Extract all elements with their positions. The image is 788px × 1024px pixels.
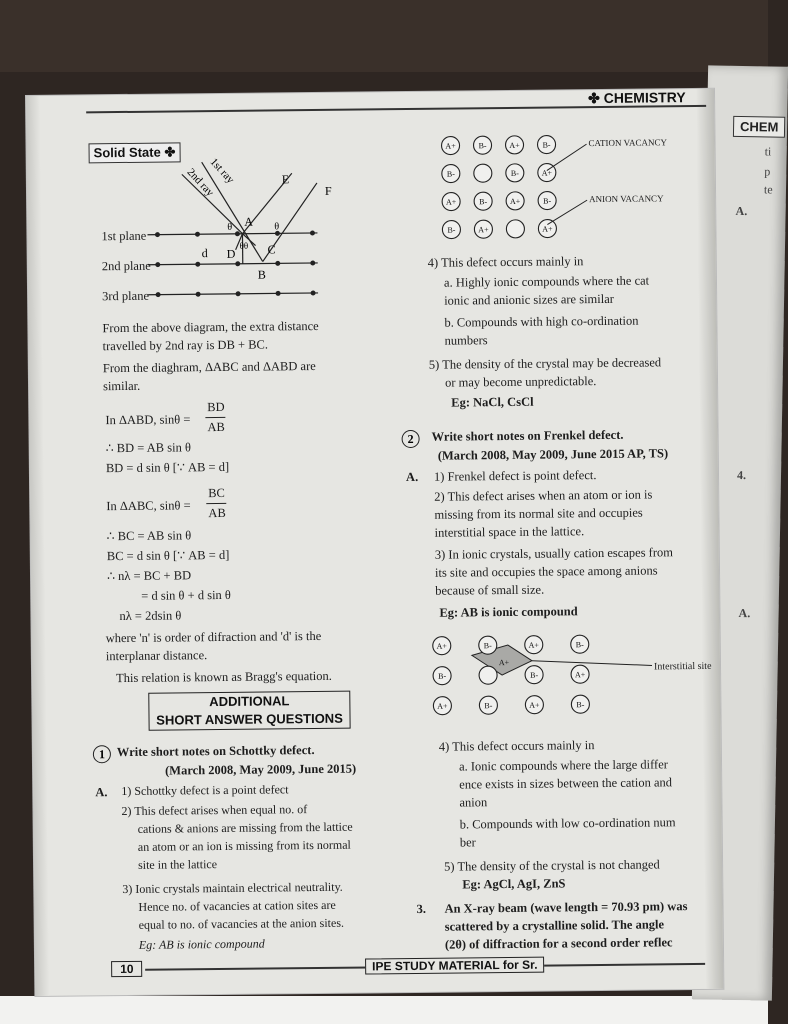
subject-label: CHEMISTRY	[603, 89, 686, 106]
diagram-ray-label: 1st ray	[207, 155, 237, 186]
section-box-line: ADDITIONAL	[209, 693, 290, 710]
answer-point: cations & anions are missing from the lattice	[137, 819, 353, 836]
answer-point: anion	[459, 795, 488, 810]
answer-point: b. Compounds with low co-ordination num	[459, 815, 676, 832]
vacancy-circle	[479, 666, 497, 684]
paragraph: similar.	[102, 378, 141, 394]
answer-label: A.	[405, 469, 419, 485]
pointer-line	[532, 659, 652, 666]
chapter-title: Solid State ✤	[88, 142, 180, 163]
anion-vacancy-label: ANION VACANCY	[589, 193, 664, 205]
ion-label: A+	[529, 700, 540, 710]
ion-label: B-	[484, 701, 493, 711]
question-text: An X-ray beam (wave length = 70.93 pm) was	[444, 899, 688, 916]
equation: BD = d sin θ [∵ AB = d]	[105, 459, 230, 476]
paragraph: From the above diagram, the extra distance	[102, 318, 319, 336]
answer-example: Eg: AB is ionic compound	[439, 604, 578, 620]
question-title: Write short notes on Schottky defect.	[116, 743, 315, 760]
answer-point: b. Compounds with high co-ordination	[444, 313, 639, 330]
answer-point: a. Ionic compounds where the large differ	[458, 757, 668, 774]
answer-point: Hence no. of vacancies at cation sites are	[138, 897, 336, 914]
answer-example: Eg: NaCl, CsCl	[451, 394, 534, 410]
ion-label: B-	[530, 670, 539, 680]
paragraph: travelled by 2nd ray is DB + BC.	[102, 337, 269, 354]
next-page-fragment: p	[764, 164, 771, 179]
fraction-numerator: BD	[207, 399, 225, 415]
answer-point: equal to no. of vacancies at the anion sites.	[138, 915, 345, 932]
next-page-fragment: A.	[735, 203, 748, 219]
paragraph: This relation is known as Bragg's equation.	[116, 668, 332, 686]
textbook-page	[26, 89, 723, 996]
diagram-label: F	[324, 183, 332, 198]
answer-example: Eg: AB is ionic compound	[138, 936, 265, 952]
ion-label: A+	[478, 225, 489, 235]
subject-title: ✤ CHEMISTRY	[587, 89, 686, 107]
answer-point: numbers	[444, 333, 488, 348]
question-years: (March 2008, May 2009, June 2015)	[164, 761, 357, 778]
equation: = d sin θ + d sin θ	[141, 587, 231, 603]
question-years: (March 2008, May 2009, June 2015 AP, TS)	[437, 446, 669, 463]
cation-vacancy-label: CATION VACANCY	[588, 137, 668, 149]
answer-point: or may become unpredictable.	[444, 374, 597, 390]
interstitial-ion-label: A+	[498, 657, 510, 668]
answer-point: 1) Frenkel defect is point defect.	[433, 468, 597, 484]
answer-point: 2) This defect arises when equal no. of	[121, 802, 308, 819]
answer-point: 1) Schottky defect is a point defect	[121, 782, 289, 799]
ion-label: A+	[509, 140, 520, 150]
next-page-fragment: ti	[764, 144, 772, 159]
equation: In ΔABD, sinθ =	[105, 412, 191, 428]
plane-label: 2nd plane	[101, 258, 151, 274]
next-page-fragment: te	[763, 182, 773, 197]
answer-point: its site and occupies the space among anions	[434, 563, 658, 580]
background-bottom	[0, 996, 768, 1024]
vacancy-circle	[474, 164, 492, 182]
ion-label: A+	[445, 141, 456, 151]
diagram-label: B	[257, 267, 266, 282]
ion-label: B-	[478, 141, 487, 151]
equation: ∴ nλ = BC + BD	[106, 568, 192, 584]
answer-example: Eg: AgCl, AgI, ZnS	[462, 876, 566, 892]
diagram-label: A	[244, 214, 254, 229]
ion-label: A+	[445, 197, 457, 207]
answer-point: interstitial space in the lattice.	[434, 524, 585, 540]
paragraph: From the diaghram, ΔABC and ΔABD are	[102, 358, 316, 376]
ion-label: A+	[437, 701, 448, 711]
answer-point: 3) In ionic crystals, usually cation escapes from	[434, 545, 674, 562]
plane-label: 1st plane	[101, 228, 147, 244]
question-title: Write short notes on Frenkel defect.	[431, 427, 624, 444]
diagram-label: D	[226, 246, 236, 261]
schottky-lattice-diagram	[436, 129, 707, 252]
question-number: 1	[93, 745, 111, 763]
fraction-numerator: BC	[208, 485, 225, 501]
vacancy-circle	[506, 220, 524, 238]
fraction-denominator: AB	[208, 505, 226, 521]
diagram-label: C	[267, 242, 276, 257]
answer-label: A.	[95, 785, 108, 800]
diagram-label: d	[201, 246, 208, 261]
ion-label: A+	[528, 640, 539, 650]
ion-label: B-	[446, 169, 455, 179]
page-edge-shade	[26, 96, 49, 996]
question-text: scattered by a crystalline solid. The angle	[444, 917, 665, 934]
background-top	[0, 0, 768, 72]
diagram-ray-label: 2nd ray	[184, 166, 216, 199]
ion-label: A+	[436, 641, 447, 651]
diagram-label: θ	[227, 221, 233, 233]
ion-label: A+	[542, 224, 553, 234]
ion-label: B-	[542, 140, 551, 150]
fraction-denominator: AB	[207, 419, 225, 435]
answer-point: 4) This defect occurs mainly in	[427, 254, 584, 270]
answer-point: 3) Ionic crystals maintain electrical neutrality.	[122, 879, 343, 897]
section-box-line: SHORT ANSWER QUESTIONS	[156, 710, 343, 728]
equation: nλ = 2dsin θ	[119, 608, 182, 624]
equation: ∴ BD = AB sin θ	[105, 440, 192, 456]
paragraph: where 'n' is order of difraction and 'd' is the	[105, 628, 322, 646]
next-page-fragment: A.	[738, 605, 751, 621]
footer-title: IPE STUDY MATERIAL for Sr.	[365, 957, 545, 975]
ion-label: B-	[576, 700, 585, 710]
equation: BC = d sin θ [∵ AB = d]	[106, 547, 230, 564]
ion-label: A+	[541, 168, 553, 178]
ion-label: B-	[479, 197, 488, 207]
answer-point: ionic and anionic sizes are similar	[444, 291, 614, 308]
paragraph: interplanar distance.	[105, 648, 208, 664]
ion-label: B-	[483, 641, 492, 651]
answer-point: 2) This defect arises when an atom or ion is	[434, 487, 653, 504]
ion-label: A+	[509, 196, 521, 206]
equation: ∴ BC = AB sin θ	[106, 528, 192, 544]
page-number: 10	[111, 961, 143, 977]
answer-point: because of small size.	[435, 582, 545, 598]
answer-point: 4) This defect occurs mainly in	[438, 738, 595, 754]
chapter-label: Solid State	[93, 144, 161, 161]
answer-point: site in the lattice	[137, 857, 218, 872]
question-text: (2θ) of diffraction for a second order reflec	[444, 935, 673, 952]
answer-point: a. Highly ionic compounds where the cat	[443, 273, 650, 290]
interstitial-site-label: Interstitial site	[653, 660, 712, 673]
answer-point: ence exists in sizes between the cation and	[459, 775, 673, 792]
answer-point: ber	[459, 835, 476, 850]
next-page-fragment: 4.	[736, 467, 747, 483]
ion-label: A+	[574, 670, 586, 680]
ion-label: B-	[447, 225, 456, 235]
equation: In ΔABC, sinθ =	[106, 498, 191, 514]
answer-point: missing from its normal site and occupies	[434, 505, 643, 522]
answer-point: an atom or an ion is missing from its normal	[137, 837, 351, 854]
diagram-label: θ	[274, 221, 280, 233]
answer-point: 5) The density of the crystal may be decreased	[428, 355, 662, 372]
ion-label: B-	[438, 671, 447, 681]
plane-label: 3rd plane	[102, 288, 150, 304]
question-number: 3.	[416, 901, 426, 916]
question-number: 2	[402, 430, 420, 448]
ion-label: B-	[575, 640, 584, 650]
frenkel-lattice-diagram	[422, 629, 723, 722]
ion-label: B-	[543, 196, 552, 206]
next-page-subject: CHEM	[733, 116, 786, 138]
answer-point: 5) The density of the crystal is not changed	[444, 857, 660, 874]
ion-label: B-	[510, 168, 519, 178]
diagram-label: E	[281, 172, 290, 187]
diagram-label: θθ	[239, 240, 249, 251]
section-box	[148, 691, 350, 731]
